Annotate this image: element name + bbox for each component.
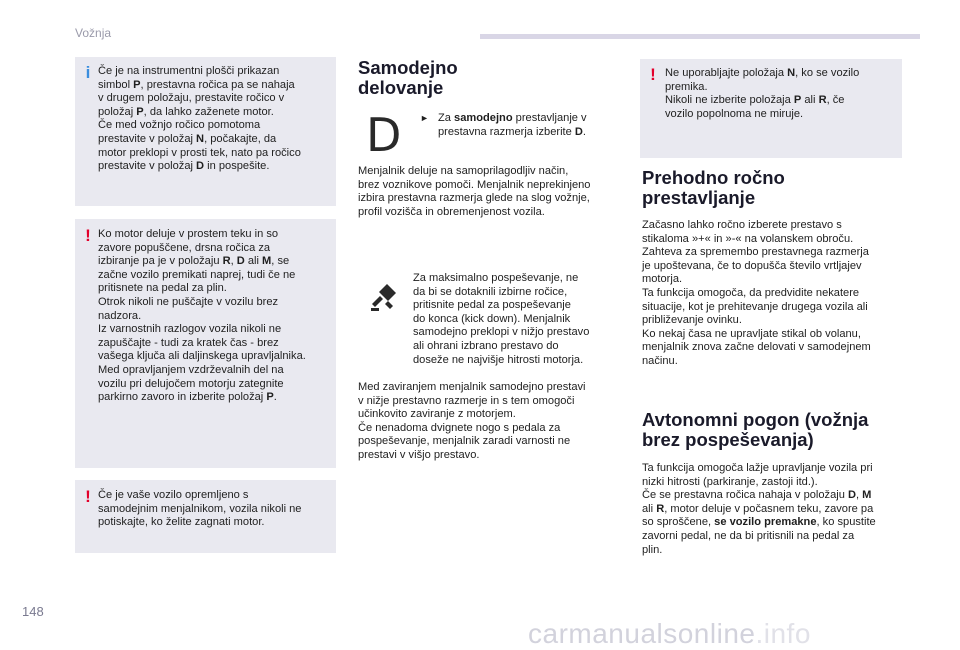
- heading-avtonomni-pogon: Avtonomni pogon (vožnja brez pospeševanja): [642, 409, 869, 450]
- instruction-select-d: ► Za samodejno prestavljanje v prestavna razmerja izberite D.: [420, 112, 587, 138]
- heading-samodejno-delovanje: Samodejno delovanje: [358, 57, 458, 98]
- header-bar: [480, 34, 920, 39]
- watermark: carmanualsonline.info: [528, 618, 811, 649]
- paragraph-creep: Ta funkcija omogoča lažje upravljanje vozila pri nizki hitrosti (parkiranje, zastoji itd.). Če se prestavna ročica nahaja v položaju D, M ali R, motor deluje v počasnem teku, zavore pa so sproščene, se vozilo premakne, ko spustite zavorni pedal, ne da bi pritisnili na pedal za plin.: [642, 462, 876, 556]
- warning-note-3-text: Ne uporabljajte položaja N, ko se vozilo premika. Nikoli ne izberite položaja P ali R, če vozilo popolnoma ne miruje.: [665, 67, 860, 120]
- paragraph-braking: Med zaviranjem menjalnik samodejno prestavi v nižje prestavno razmerje in s tem omogoči učinkovito zaviranje z motorjem. Če nenadoma dvignete nogo s pedala za pospeševanje, menjalnik zaradi varnosti ne prestavi v višjo prestavo.: [358, 381, 586, 461]
- warning-icon: !: [85, 226, 91, 245]
- paragraph-manual-shifting: Začasno lahko ročno izberete prestavo s stikaloma »+« in »-« na volanskem obroču. Zahteva za spremembo prestavnega razmerja je upoštevana, če to dopušča število vrtljajev motorja. Ta funkcija omogoča, da predvidite nekatere situacije, kot je prehitevanje drugega vozila ali približevanje ovinku. Ko nekaj časa ne upravljate stikal ob volanu, menjalnik znova začne delovati v samodejnem načinu.: [642, 219, 871, 367]
- section-label: Vožnja: [75, 26, 112, 40]
- page-number: 148: [22, 604, 44, 619]
- warning-note-2: [75, 480, 336, 553]
- kickdown-pedal-icon: [366, 278, 402, 314]
- paragraph-automatic-mode: Menjalnik deluje na samoprilagodljiv način, brez voznikove pomoči. Menjalnik neprekinjeno izbira prestavna razmerja glede na slog vožnje, profil vozišča in obremenjenost vozila.: [358, 165, 591, 218]
- bullet-arrow-icon: ►: [420, 113, 429, 123]
- warning-note-2-text: Če je vaše vozilo opremljeno s samodejnim menjalnikom, vozila nikoli ne potiskajte, ko želite zagnati motor.: [98, 489, 302, 529]
- info-icon: i: [85, 63, 91, 82]
- kickdown-text: Za maksimalno pospeševanje, ne da bi se dotaknili izbirne ročice, pritisnite pedal za pospeševanje do konca (kick down). Menjalnik samodejno preklopi v nižjo prestavo ali ohrani izbrano prestavo do doseže ne najvišje hitrosti motorja.: [413, 272, 590, 366]
- warning-note-3: [640, 59, 902, 158]
- info-note: [75, 57, 336, 206]
- warning-icon: !: [85, 487, 91, 506]
- gear-d-symbol: D: [366, 108, 402, 162]
- heading-prehodno-rocno: Prehodno ročno prestavljanje: [642, 167, 785, 208]
- warning-note-1-text: Ko motor deluje v prostem teku in so zavore popuščene, drsna ročica za izbiranje pa je v položaju R, D ali M, se začne vozilo premikati naprej, tudi če ne pritisnete na pedal za plin. Otrok nikoli ne puščajte v vozilu brez nadzora. Iz varnostnih razlogov vozila nikoli ne zapuščajte - tudi za kratek čas - brez vašega ključa ali daljinskega upravljalnika. Med opravljanjem vzdrževalnih del na vozilu pri delujočem motorju zategnite parkirno zavoro in izberite položaj P.: [98, 228, 306, 404]
- warning-note-1: [75, 219, 336, 468]
- info-note-text: Če je na instrumentni plošči prikazan simbol P, prestavna ročica pa se nahaja v drugem položaju, prestavite ročico v položaj P, da lahko zaženete motor. Če med vožnjo ročico pomotoma prestavite v položaj N, počakajte, da motor preklopi v prosti tek, nato pa ročico prestavite v položaj D in pospešite.: [98, 65, 301, 173]
- warning-icon: !: [650, 65, 656, 84]
